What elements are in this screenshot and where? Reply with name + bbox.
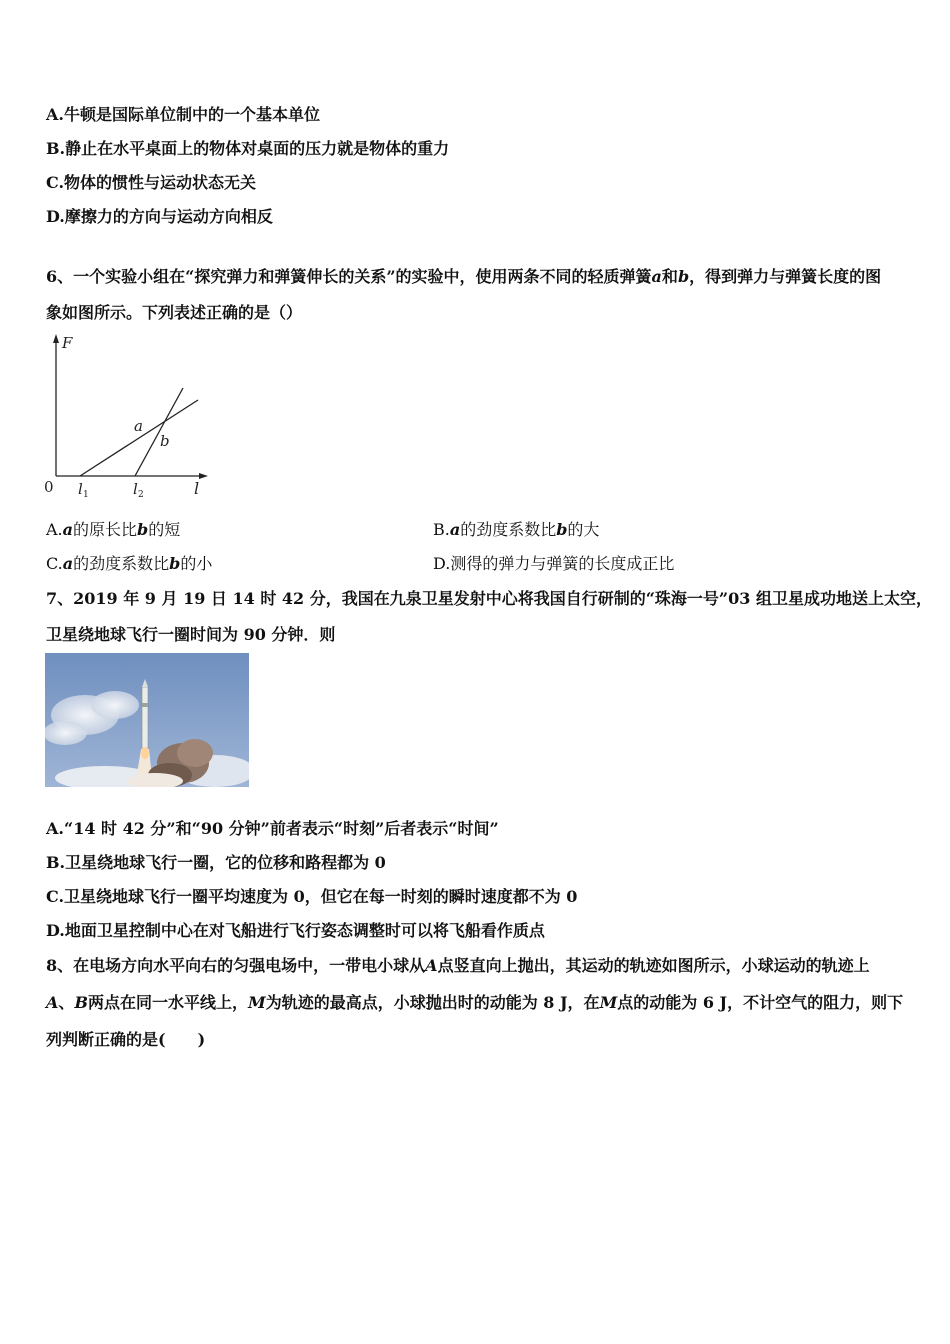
q6-stem-line2: 象如图所示。下列表述正确的是（） <box>46 303 303 322</box>
l2-subscript: 2 <box>138 490 144 500</box>
q6-option-b: B.a的劲度系数比b的大 <box>433 520 600 539</box>
line-a-label: a <box>134 417 143 435</box>
spring-force-graph <box>38 330 218 502</box>
q7-option-b: B.卫星绕地球飞行一圈，它的位移和路程都为 0 <box>46 853 386 872</box>
x-axis-arrow <box>199 473 208 479</box>
q5-option-c: C.物体的惯性与运动状态无关 <box>46 173 257 192</box>
q6-stem-line1: 6、一个实验小组在“探究弹力和弹簧伸长的关系”的实验中，使用两条不同的轻质弹簧a和b，得到弹力与弹簧长度的图 <box>46 267 882 286</box>
y-axis-label: F <box>62 334 73 352</box>
q6-option-c: C.a的劲度系数比b的小 <box>46 554 213 573</box>
q5-option-b: B.静止在水平桌面上的物体对桌面的压力就是物体的重力 <box>46 139 450 158</box>
q7-option-a: A.“14 时 42 分”和“90 分钟”前者表示“时刻”后者表示“时间” <box>46 819 499 838</box>
q6-option-a: A.a的原长比b的短 <box>46 520 181 539</box>
q7-stem-line1: 7、2019 年 9 月 19 日 14 时 42 分，我国在九泉卫星发射中心将我国自行研制的“珠海一号”03 组卫星成功地送上太空， <box>46 589 932 608</box>
l1-label: l <box>78 480 83 498</box>
x-axis-label: l <box>194 479 200 498</box>
q7-option-c: C.卫星绕地球飞行一圈平均速度为 0，但它在每一时刻的瞬时速度都不为 0 <box>46 887 578 906</box>
rocket-launch-photo <box>45 653 249 787</box>
l1-subscript: 1 <box>83 490 89 500</box>
q8-stem-line3: 列判断正确的是( ) <box>46 1030 206 1049</box>
q5-option-d: D.摩擦力的方向与运动方向相反 <box>46 207 273 226</box>
spring-a-line <box>80 400 198 476</box>
q6-option-d: D.测得的弹力与弹簧的长度成正比 <box>433 554 675 573</box>
q8-stem-line2: A、B两点在同一水平线上，M为轨迹的最高点，小球抛出时的动能为 8 J，在M点的动能为 6 J，不计空气的阻力，则下 <box>46 993 904 1012</box>
q7-option-d: D.地面卫星控制中心在对飞船进行飞行姿态调整时可以将飞船看作质点 <box>46 921 545 940</box>
l2-label: l <box>133 480 138 498</box>
y-axis-arrow <box>53 334 59 343</box>
q5-option-a: A.牛顿是国际单位制中的一个基本单位 <box>46 105 320 124</box>
q7-stem-line2: 卫星绕地球飞行一圈时间为 90 分钟．则 <box>46 625 336 644</box>
q8-stem-line1: 8、在电场方向水平向右的匀强电场中，一带电小球从A点竖直向上抛出，其运动的轨迹如图所示，小球运动的轨迹上 <box>46 956 870 975</box>
line-b-label: b <box>160 432 170 450</box>
origin-label: 0 <box>44 478 54 496</box>
